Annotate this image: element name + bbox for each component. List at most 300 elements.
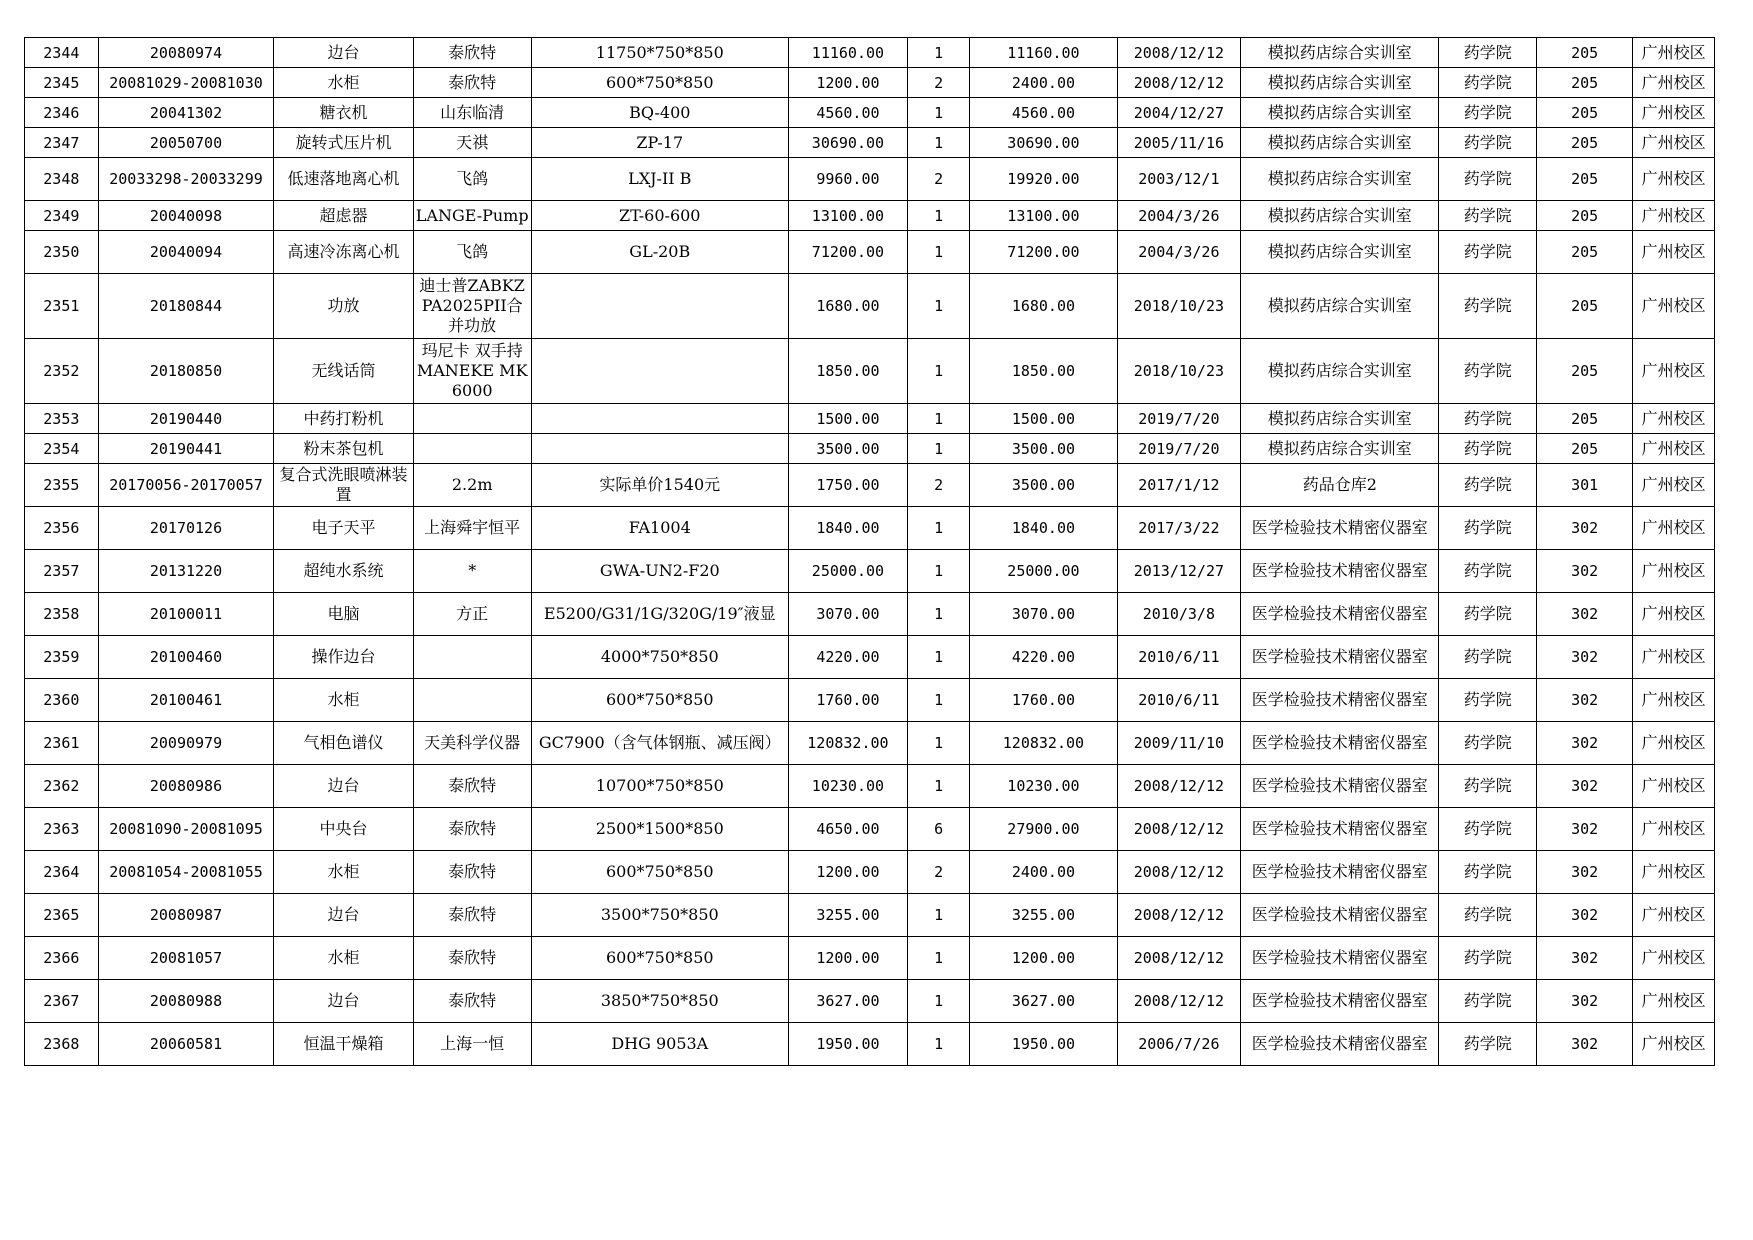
cell-department: 药学院 bbox=[1439, 128, 1536, 158]
cell-quantity: 1 bbox=[907, 38, 969, 68]
cell-model: 600*750*850 bbox=[531, 851, 788, 894]
cell-department: 药学院 bbox=[1439, 808, 1536, 851]
cell-serial: 2359 bbox=[25, 636, 99, 679]
cell-asset-id: 20190441 bbox=[98, 434, 274, 464]
cell-serial: 2364 bbox=[25, 851, 99, 894]
cell-location: 医学检验技术精密仪器室 bbox=[1241, 550, 1439, 593]
cell-department: 药学院 bbox=[1439, 937, 1536, 980]
cell-unit-price: 13100.00 bbox=[788, 201, 907, 231]
cell-total-price: 30690.00 bbox=[970, 128, 1117, 158]
cell-total-price: 71200.00 bbox=[970, 231, 1117, 274]
cell-room: 205 bbox=[1536, 434, 1632, 464]
cell-total-price: 4560.00 bbox=[970, 98, 1117, 128]
cell-asset-id: 20100461 bbox=[98, 679, 274, 722]
table-row bbox=[25, 1023, 1715, 1066]
cell-unit-price: 1750.00 bbox=[788, 464, 907, 507]
cell-asset-id: 20080974 bbox=[98, 38, 274, 68]
cell-location: 模拟药店综合实训室 bbox=[1241, 98, 1439, 128]
cell-department: 药学院 bbox=[1439, 851, 1536, 894]
cell-department: 药学院 bbox=[1439, 1023, 1536, 1066]
cell-location: 医学检验技术精密仪器室 bbox=[1241, 1023, 1439, 1066]
cell-campus: 广州校区 bbox=[1633, 464, 1715, 507]
cell-brand bbox=[413, 404, 531, 434]
cell-campus: 广州校区 bbox=[1633, 128, 1715, 158]
cell-brand bbox=[413, 434, 531, 464]
table-row bbox=[25, 464, 1715, 507]
cell-quantity: 1 bbox=[907, 593, 969, 636]
cell-location: 医学检验技术精密仪器室 bbox=[1241, 894, 1439, 937]
cell-campus: 广州校区 bbox=[1633, 98, 1715, 128]
cell-item-name: 水柜 bbox=[274, 851, 413, 894]
cell-room: 302 bbox=[1536, 507, 1632, 550]
cell-total-price: 3070.00 bbox=[970, 593, 1117, 636]
cell-purchase-date: 2018/10/23 bbox=[1117, 274, 1241, 339]
cell-quantity: 1 bbox=[907, 679, 969, 722]
cell-quantity: 2 bbox=[907, 464, 969, 507]
cell-room: 302 bbox=[1536, 808, 1632, 851]
cell-item-name: 电子天平 bbox=[274, 507, 413, 550]
cell-model: 实际单价1540元 bbox=[531, 464, 788, 507]
cell-total-price: 1200.00 bbox=[970, 937, 1117, 980]
cell-department: 药学院 bbox=[1439, 98, 1536, 128]
cell-unit-price: 3500.00 bbox=[788, 434, 907, 464]
cell-asset-id: 20081057 bbox=[98, 937, 274, 980]
table-row bbox=[25, 158, 1715, 201]
cell-brand: 飞鸽 bbox=[413, 231, 531, 274]
cell-unit-price: 3627.00 bbox=[788, 980, 907, 1023]
table-row bbox=[25, 851, 1715, 894]
cell-quantity: 1 bbox=[907, 894, 969, 937]
cell-serial: 2356 bbox=[25, 507, 99, 550]
cell-department: 药学院 bbox=[1439, 464, 1536, 507]
table-row bbox=[25, 550, 1715, 593]
cell-purchase-date: 2018/10/23 bbox=[1117, 339, 1241, 404]
cell-department: 药学院 bbox=[1439, 679, 1536, 722]
table-row bbox=[25, 679, 1715, 722]
cell-serial: 2355 bbox=[25, 464, 99, 507]
cell-asset-id: 20170056-20170057 bbox=[98, 464, 274, 507]
cell-unit-price: 3255.00 bbox=[788, 894, 907, 937]
cell-asset-id: 20170126 bbox=[98, 507, 274, 550]
cell-asset-id: 20131220 bbox=[98, 550, 274, 593]
cell-asset-id: 20041302 bbox=[98, 98, 274, 128]
cell-model: ZT-60-600 bbox=[531, 201, 788, 231]
cell-campus: 广州校区 bbox=[1633, 679, 1715, 722]
cell-item-name: 超虑器 bbox=[274, 201, 413, 231]
table-row bbox=[25, 765, 1715, 808]
cell-quantity: 1 bbox=[907, 765, 969, 808]
cell-purchase-date: 2008/12/12 bbox=[1117, 808, 1241, 851]
cell-campus: 广州校区 bbox=[1633, 980, 1715, 1023]
cell-room: 205 bbox=[1536, 404, 1632, 434]
table-row bbox=[25, 339, 1715, 404]
cell-model: E5200/G31/1G/320G/19″液显 bbox=[531, 593, 788, 636]
cell-asset-id: 20033298-20033299 bbox=[98, 158, 274, 201]
cell-model: 600*750*850 bbox=[531, 679, 788, 722]
cell-serial: 2368 bbox=[25, 1023, 99, 1066]
cell-asset-id: 20081090-20081095 bbox=[98, 808, 274, 851]
table-row bbox=[25, 434, 1715, 464]
cell-location: 医学检验技术精密仪器室 bbox=[1241, 636, 1439, 679]
cell-quantity: 1 bbox=[907, 339, 969, 404]
cell-total-price: 11160.00 bbox=[970, 38, 1117, 68]
cell-location: 医学检验技术精密仪器室 bbox=[1241, 507, 1439, 550]
cell-department: 药学院 bbox=[1439, 550, 1536, 593]
cell-department: 药学院 bbox=[1439, 765, 1536, 808]
cell-model: 4000*750*850 bbox=[531, 636, 788, 679]
cell-quantity: 1 bbox=[907, 1023, 969, 1066]
cell-asset-id: 20040094 bbox=[98, 231, 274, 274]
equipment-table bbox=[24, 37, 1715, 1066]
cell-model bbox=[531, 404, 788, 434]
cell-purchase-date: 2010/6/11 bbox=[1117, 636, 1241, 679]
cell-location: 模拟药店综合实训室 bbox=[1241, 128, 1439, 158]
table-row bbox=[25, 274, 1715, 339]
cell-serial: 2363 bbox=[25, 808, 99, 851]
cell-department: 药学院 bbox=[1439, 507, 1536, 550]
cell-purchase-date: 2004/12/27 bbox=[1117, 98, 1241, 128]
cell-model bbox=[531, 434, 788, 464]
cell-asset-id: 20081029-20081030 bbox=[98, 68, 274, 98]
cell-room: 205 bbox=[1536, 201, 1632, 231]
cell-brand: * bbox=[413, 550, 531, 593]
table-row bbox=[25, 68, 1715, 98]
cell-asset-id: 20180844 bbox=[98, 274, 274, 339]
cell-quantity: 2 bbox=[907, 68, 969, 98]
cell-brand: 泰欣特 bbox=[413, 980, 531, 1023]
cell-serial: 2353 bbox=[25, 404, 99, 434]
table-row bbox=[25, 636, 1715, 679]
cell-total-price: 3627.00 bbox=[970, 980, 1117, 1023]
cell-asset-id: 20040098 bbox=[98, 201, 274, 231]
cell-model: DHG 9053A bbox=[531, 1023, 788, 1066]
cell-model: GL-20B bbox=[531, 231, 788, 274]
cell-purchase-date: 2006/7/26 bbox=[1117, 1023, 1241, 1066]
cell-serial: 2367 bbox=[25, 980, 99, 1023]
table-row bbox=[25, 128, 1715, 158]
cell-asset-id: 20081054-20081055 bbox=[98, 851, 274, 894]
table-row bbox=[25, 231, 1715, 274]
cell-unit-price: 71200.00 bbox=[788, 231, 907, 274]
cell-department: 药学院 bbox=[1439, 38, 1536, 68]
cell-campus: 广州校区 bbox=[1633, 937, 1715, 980]
cell-campus: 广州校区 bbox=[1633, 851, 1715, 894]
cell-room: 205 bbox=[1536, 38, 1632, 68]
cell-room: 205 bbox=[1536, 68, 1632, 98]
cell-unit-price: 9960.00 bbox=[788, 158, 907, 201]
cell-room: 302 bbox=[1536, 550, 1632, 593]
cell-campus: 广州校区 bbox=[1633, 339, 1715, 404]
cell-asset-id: 20090979 bbox=[98, 722, 274, 765]
cell-location: 药品仓库2 bbox=[1241, 464, 1439, 507]
cell-campus: 广州校区 bbox=[1633, 808, 1715, 851]
cell-unit-price: 1950.00 bbox=[788, 1023, 907, 1066]
cell-item-name: 中药打粉机 bbox=[274, 404, 413, 434]
cell-purchase-date: 2008/12/12 bbox=[1117, 68, 1241, 98]
cell-purchase-date: 2008/12/12 bbox=[1117, 937, 1241, 980]
cell-asset-id: 20100011 bbox=[98, 593, 274, 636]
cell-campus: 广州校区 bbox=[1633, 550, 1715, 593]
cell-purchase-date: 2004/3/26 bbox=[1117, 231, 1241, 274]
cell-serial: 2346 bbox=[25, 98, 99, 128]
cell-location: 医学检验技术精密仪器室 bbox=[1241, 851, 1439, 894]
cell-room: 302 bbox=[1536, 1023, 1632, 1066]
cell-unit-price: 3070.00 bbox=[788, 593, 907, 636]
cell-brand: 泰欣特 bbox=[413, 38, 531, 68]
table-row bbox=[25, 404, 1715, 434]
cell-room: 205 bbox=[1536, 339, 1632, 404]
cell-purchase-date: 2017/3/22 bbox=[1117, 507, 1241, 550]
cell-location: 模拟药店综合实训室 bbox=[1241, 38, 1439, 68]
cell-total-price: 4220.00 bbox=[970, 636, 1117, 679]
cell-unit-price: 1680.00 bbox=[788, 274, 907, 339]
cell-department: 药学院 bbox=[1439, 339, 1536, 404]
cell-total-price: 1760.00 bbox=[970, 679, 1117, 722]
cell-brand: 玛尼卡 双手持MANEKE MK6000 bbox=[413, 339, 531, 404]
table-row bbox=[25, 98, 1715, 128]
cell-brand bbox=[413, 636, 531, 679]
cell-item-name: 粉末茶包机 bbox=[274, 434, 413, 464]
table-row bbox=[25, 980, 1715, 1023]
cell-campus: 广州校区 bbox=[1633, 894, 1715, 937]
cell-department: 药学院 bbox=[1439, 68, 1536, 98]
cell-location: 医学检验技术精密仪器室 bbox=[1241, 980, 1439, 1023]
cell-quantity: 1 bbox=[907, 937, 969, 980]
cell-room: 205 bbox=[1536, 98, 1632, 128]
cell-brand: 泰欣特 bbox=[413, 765, 531, 808]
cell-item-name: 电脑 bbox=[274, 593, 413, 636]
cell-model: LXJ-II B bbox=[531, 158, 788, 201]
cell-total-price: 13100.00 bbox=[970, 201, 1117, 231]
cell-serial: 2354 bbox=[25, 434, 99, 464]
cell-item-name: 水柜 bbox=[274, 679, 413, 722]
cell-unit-price: 4650.00 bbox=[788, 808, 907, 851]
cell-campus: 广州校区 bbox=[1633, 434, 1715, 464]
cell-department: 药学院 bbox=[1439, 894, 1536, 937]
cell-total-price: 1840.00 bbox=[970, 507, 1117, 550]
cell-location: 医学检验技术精密仪器室 bbox=[1241, 679, 1439, 722]
cell-brand: 迪士普ZABKZPA2025PII合并功放 bbox=[413, 274, 531, 339]
cell-asset-id: 20190440 bbox=[98, 404, 274, 434]
cell-serial: 2366 bbox=[25, 937, 99, 980]
cell-room: 205 bbox=[1536, 128, 1632, 158]
cell-purchase-date: 2005/11/16 bbox=[1117, 128, 1241, 158]
cell-brand: 上海舜宇恒平 bbox=[413, 507, 531, 550]
cell-room: 302 bbox=[1536, 593, 1632, 636]
cell-department: 药学院 bbox=[1439, 274, 1536, 339]
cell-unit-price: 1200.00 bbox=[788, 937, 907, 980]
table-row bbox=[25, 894, 1715, 937]
cell-item-name: 操作边台 bbox=[274, 636, 413, 679]
cell-purchase-date: 2008/12/12 bbox=[1117, 765, 1241, 808]
cell-location: 模拟药店综合实训室 bbox=[1241, 434, 1439, 464]
cell-location: 模拟药店综合实训室 bbox=[1241, 158, 1439, 201]
cell-total-price: 3500.00 bbox=[970, 464, 1117, 507]
cell-item-name: 边台 bbox=[274, 765, 413, 808]
cell-unit-price: 30690.00 bbox=[788, 128, 907, 158]
cell-brand: 2.2m bbox=[413, 464, 531, 507]
cell-quantity: 1 bbox=[907, 722, 969, 765]
cell-serial: 2362 bbox=[25, 765, 99, 808]
cell-total-price: 1680.00 bbox=[970, 274, 1117, 339]
cell-location: 医学检验技术精密仪器室 bbox=[1241, 593, 1439, 636]
cell-model: 600*750*850 bbox=[531, 68, 788, 98]
cell-room: 205 bbox=[1536, 158, 1632, 201]
cell-campus: 广州校区 bbox=[1633, 507, 1715, 550]
cell-purchase-date: 2008/12/12 bbox=[1117, 980, 1241, 1023]
cell-purchase-date: 2004/3/26 bbox=[1117, 201, 1241, 231]
cell-total-price: 1500.00 bbox=[970, 404, 1117, 434]
cell-quantity: 1 bbox=[907, 434, 969, 464]
cell-unit-price: 1840.00 bbox=[788, 507, 907, 550]
cell-department: 药学院 bbox=[1439, 980, 1536, 1023]
cell-serial: 2350 bbox=[25, 231, 99, 274]
cell-department: 药学院 bbox=[1439, 404, 1536, 434]
cell-brand: 泰欣特 bbox=[413, 937, 531, 980]
cell-unit-price: 11160.00 bbox=[788, 38, 907, 68]
cell-quantity: 2 bbox=[907, 158, 969, 201]
cell-serial: 2348 bbox=[25, 158, 99, 201]
cell-item-name: 边台 bbox=[274, 980, 413, 1023]
cell-serial: 2358 bbox=[25, 593, 99, 636]
cell-purchase-date: 2019/7/20 bbox=[1117, 434, 1241, 464]
cell-item-name: 糖衣机 bbox=[274, 98, 413, 128]
table-row bbox=[25, 593, 1715, 636]
cell-model: GC7900（含气体钢瓶、减压阀） bbox=[531, 722, 788, 765]
cell-serial: 2352 bbox=[25, 339, 99, 404]
cell-purchase-date: 2017/1/12 bbox=[1117, 464, 1241, 507]
cell-total-price: 10230.00 bbox=[970, 765, 1117, 808]
cell-model: BQ-400 bbox=[531, 98, 788, 128]
cell-room: 302 bbox=[1536, 980, 1632, 1023]
cell-department: 药学院 bbox=[1439, 722, 1536, 765]
cell-campus: 广州校区 bbox=[1633, 68, 1715, 98]
cell-serial: 2365 bbox=[25, 894, 99, 937]
cell-brand: 方正 bbox=[413, 593, 531, 636]
cell-item-name: 高速冷冻离心机 bbox=[274, 231, 413, 274]
cell-serial: 2357 bbox=[25, 550, 99, 593]
cell-total-price: 2400.00 bbox=[970, 68, 1117, 98]
cell-purchase-date: 2010/3/8 bbox=[1117, 593, 1241, 636]
cell-serial: 2351 bbox=[25, 274, 99, 339]
cell-item-name: 超纯水系统 bbox=[274, 550, 413, 593]
cell-serial: 2360 bbox=[25, 679, 99, 722]
cell-department: 药学院 bbox=[1439, 434, 1536, 464]
cell-campus: 广州校区 bbox=[1633, 231, 1715, 274]
cell-purchase-date: 2009/11/10 bbox=[1117, 722, 1241, 765]
cell-unit-price: 1200.00 bbox=[788, 68, 907, 98]
cell-brand: 泰欣特 bbox=[413, 851, 531, 894]
table-row bbox=[25, 937, 1715, 980]
cell-purchase-date: 2008/12/12 bbox=[1117, 851, 1241, 894]
table-row bbox=[25, 722, 1715, 765]
cell-location: 模拟药店综合实训室 bbox=[1241, 231, 1439, 274]
cell-unit-price: 1500.00 bbox=[788, 404, 907, 434]
cell-model: 600*750*850 bbox=[531, 937, 788, 980]
cell-model bbox=[531, 339, 788, 404]
cell-model: ZP-17 bbox=[531, 128, 788, 158]
cell-campus: 广州校区 bbox=[1633, 636, 1715, 679]
cell-total-price: 19920.00 bbox=[970, 158, 1117, 201]
cell-purchase-date: 2008/12/12 bbox=[1117, 894, 1241, 937]
cell-room: 301 bbox=[1536, 464, 1632, 507]
cell-department: 药学院 bbox=[1439, 158, 1536, 201]
cell-department: 药学院 bbox=[1439, 231, 1536, 274]
cell-campus: 广州校区 bbox=[1633, 765, 1715, 808]
cell-item-name: 边台 bbox=[274, 894, 413, 937]
cell-model bbox=[531, 274, 788, 339]
cell-serial: 2344 bbox=[25, 38, 99, 68]
cell-location: 模拟药店综合实训室 bbox=[1241, 339, 1439, 404]
cell-campus: 广州校区 bbox=[1633, 1023, 1715, 1066]
cell-asset-id: 20080987 bbox=[98, 894, 274, 937]
cell-asset-id: 20080988 bbox=[98, 980, 274, 1023]
cell-unit-price: 4220.00 bbox=[788, 636, 907, 679]
cell-quantity: 6 bbox=[907, 808, 969, 851]
cell-total-price: 1950.00 bbox=[970, 1023, 1117, 1066]
cell-asset-id: 20100460 bbox=[98, 636, 274, 679]
cell-campus: 广州校区 bbox=[1633, 38, 1715, 68]
cell-model: GWA-UN2-F20 bbox=[531, 550, 788, 593]
cell-room: 302 bbox=[1536, 636, 1632, 679]
cell-model: 2500*1500*850 bbox=[531, 808, 788, 851]
cell-campus: 广州校区 bbox=[1633, 593, 1715, 636]
cell-item-name: 边台 bbox=[274, 38, 413, 68]
cell-quantity: 1 bbox=[907, 550, 969, 593]
cell-room: 302 bbox=[1536, 722, 1632, 765]
cell-room: 302 bbox=[1536, 894, 1632, 937]
cell-model: 10700*750*850 bbox=[531, 765, 788, 808]
equipment-table-body bbox=[25, 38, 1715, 1066]
cell-asset-id: 20180850 bbox=[98, 339, 274, 404]
cell-total-price: 25000.00 bbox=[970, 550, 1117, 593]
cell-item-name: 恒温干燥箱 bbox=[274, 1023, 413, 1066]
cell-model: FA1004 bbox=[531, 507, 788, 550]
cell-quantity: 1 bbox=[907, 507, 969, 550]
cell-campus: 广州校区 bbox=[1633, 274, 1715, 339]
cell-room: 302 bbox=[1536, 937, 1632, 980]
cell-location: 医学检验技术精密仪器室 bbox=[1241, 808, 1439, 851]
cell-brand: LANGE-Pump bbox=[413, 201, 531, 231]
cell-model: 3850*750*850 bbox=[531, 980, 788, 1023]
cell-department: 药学院 bbox=[1439, 201, 1536, 231]
cell-quantity: 1 bbox=[907, 231, 969, 274]
cell-model: 3500*750*850 bbox=[531, 894, 788, 937]
cell-quantity: 1 bbox=[907, 201, 969, 231]
cell-item-name: 水柜 bbox=[274, 68, 413, 98]
cell-item-name: 旋转式压片机 bbox=[274, 128, 413, 158]
cell-location: 医学检验技术精密仪器室 bbox=[1241, 937, 1439, 980]
cell-brand: 泰欣特 bbox=[413, 68, 531, 98]
cell-campus: 广州校区 bbox=[1633, 201, 1715, 231]
cell-item-name: 功放 bbox=[274, 274, 413, 339]
cell-brand: 上海一恒 bbox=[413, 1023, 531, 1066]
cell-total-price: 2400.00 bbox=[970, 851, 1117, 894]
cell-quantity: 1 bbox=[907, 98, 969, 128]
cell-department: 药学院 bbox=[1439, 593, 1536, 636]
cell-room: 302 bbox=[1536, 851, 1632, 894]
cell-serial: 2345 bbox=[25, 68, 99, 98]
cell-unit-price: 1760.00 bbox=[788, 679, 907, 722]
cell-room: 205 bbox=[1536, 231, 1632, 274]
cell-location: 模拟药店综合实训室 bbox=[1241, 274, 1439, 339]
table-row bbox=[25, 507, 1715, 550]
cell-department: 药学院 bbox=[1439, 636, 1536, 679]
cell-location: 医学检验技术精密仪器室 bbox=[1241, 722, 1439, 765]
cell-total-price: 3500.00 bbox=[970, 434, 1117, 464]
cell-asset-id: 20080986 bbox=[98, 765, 274, 808]
cell-item-name: 水柜 bbox=[274, 937, 413, 980]
